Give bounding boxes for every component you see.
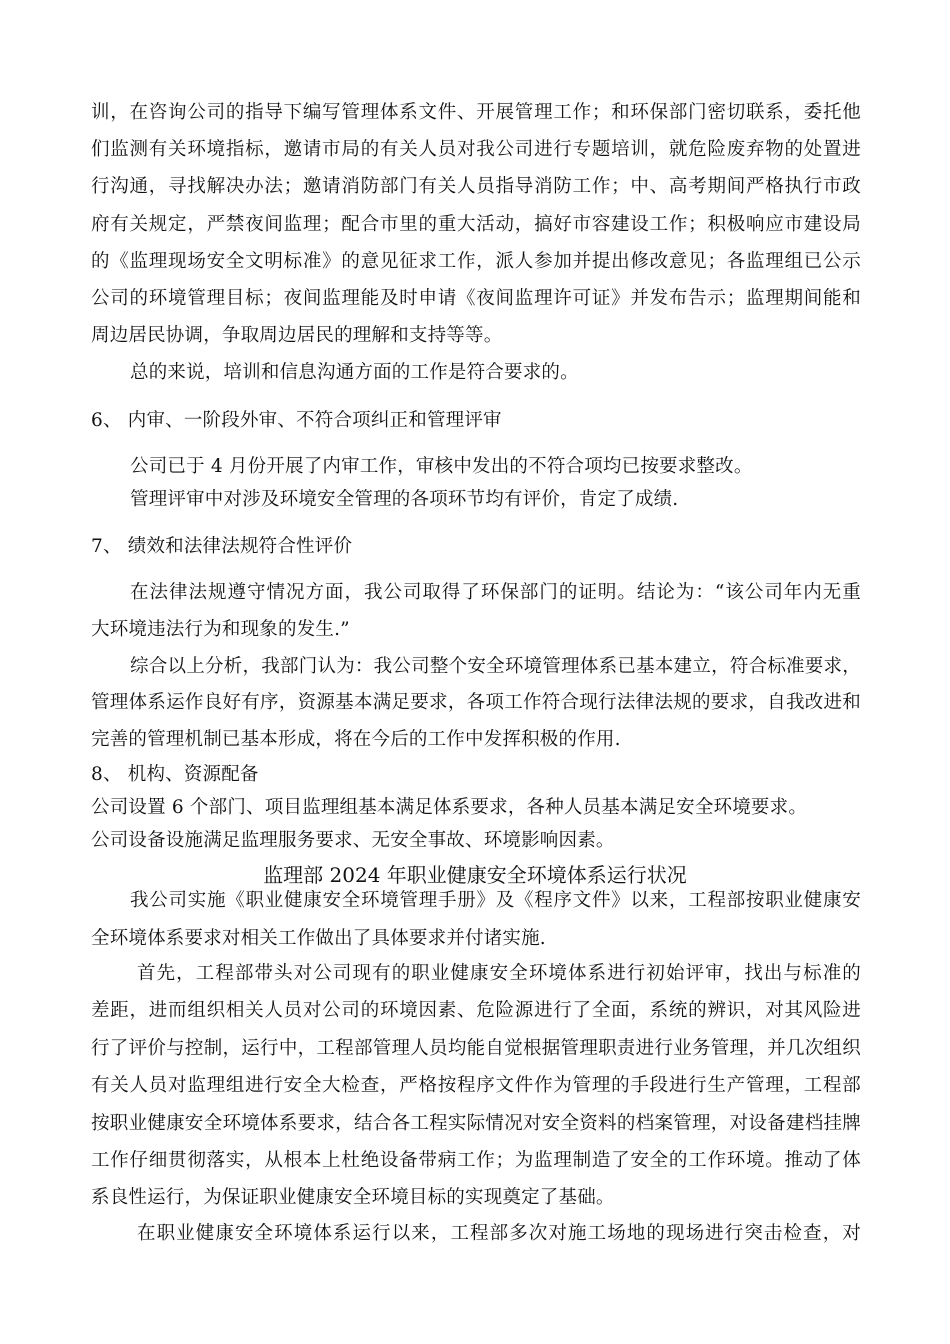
paragraph-line: 总的来说，培训和信息沟通方面的工作是符合要求的。 [130,362,579,383]
paragraph-line: 在法律法规遵守情况方面，我公司取得了环保部门的证明。结论为：“该公司年内无重 [130,582,861,603]
paragraph-line: 管理体系运作良好有序，资源基本满足要求，各项工作符合现行法律法规的要求，自我改进和 [91,692,861,713]
paragraph-line: 工作仔细贯彻落实，从根本上杜绝设备带病工作；为监理制造了安全的工作环境。推动了体 [91,1150,861,1171]
paragraph-line: 公司的环境管理目标；夜间监理能及时申请《夜间监理许可证》并发布告示；监理期间能和 [91,288,861,309]
paragraph-line: 全环境体系要求对相关工作做出了具体要求并付诸实施. [91,928,546,949]
paragraph-line: 差距，进而组织相关人员对公司的环境因素、危险源进行了全面，系统的辨识，对其风险进 [91,1000,861,1021]
paragraph-line: 府有关规定，严禁夜间监理；配合市里的重大活动，搞好市容建设工作；积极响应市建设局 [91,214,861,235]
paragraph-line: 首先，工程部带头对公司现有的职业健康安全环境体系进行初始评审，找出与标准的 [137,963,861,984]
paragraph-line: 管理评审中对涉及环境安全管理的各项环节均有评价，肯定了成绩. [130,489,679,510]
paragraph-line: 我公司实施《职业健康安全环境管理手册》及《程序文件》以来，工程部按职业健康安 [130,890,861,911]
report-title: 监理部 2024 年职业健康安全环境体系运行状况 [263,863,687,887]
section-heading-8: 8、 机构、资源配备 [91,764,259,785]
paragraph-line: 训，在咨询公司的指导下编写管理体系文件、开展管理工作；和环保部门密切联系，委托他 [91,102,861,123]
paragraph-line: 按职业健康安全环境体系要求，结合各工程实际情况对安全资料的档案管理，对设备建档挂牌 [91,1113,861,1134]
paragraph-line: 公司设备设施满足监理服务要求、无安全事故、环境影响因素。 [91,830,615,851]
section-heading-7: 7、 绩效和法律法规符合性评价 [91,536,353,557]
paragraph-line: 大环境违法行为和现象的发生.” [91,619,350,640]
paragraph-line: 周边居民协调，争取周边居民的理解和支持等等。 [91,325,503,346]
paragraph-line: 公司设置 6 个部门、项目监理组基本满足体系要求，各种人员基本满足安全环境要求。 [91,797,808,818]
paragraph-line: 行沟通，寻找解决办法；邀请消防部门有关人员指导消防工作；中、高考期间严格执行市政 [91,176,861,197]
section-heading-6: 6、 内审、一阶段外审、不符合项纠正和管理评审 [91,410,502,431]
paragraph-line: 完善的管理机制已基本形成，将在今后的工作中发挥积极的作用. [91,729,621,750]
paragraph-line: 行了评价与控制，运行中，工程部管理人员均能自觉根据管理职责进行业务管理，并几次组织 [91,1038,861,1059]
paragraph-line: 的《监理现场安全文明标准》的意见征求工作，派人参加并提出修改意见；各监理组已公示 [91,251,861,272]
paragraph-line: 公司已于 4 月份开展了内审工作，审核中发出的不符合项均已按要求整改。 [130,456,753,477]
paragraph-line: 有关人员对监理组进行安全大检查，严格按程序文件作为管理的手段进行生产管理，工程部 [91,1075,861,1096]
paragraph-line: 系良性运行，为保证职业健康安全环境目标的实现奠定了基础。 [91,1187,615,1208]
paragraph-line: 在职业健康安全环境体系运行以来，工程部多次对施工场地的现场进行突击检查，对 [137,1223,861,1244]
paragraph-line: 综合以上分析，我部门认为：我公司整个安全环境管理体系已基本建立，符合标准要求， [130,656,861,677]
paragraph-line: 们监测有关环境指标，邀请市局的有关人员对我公司进行专题培训，就危险废弃物的处置进 [91,139,861,160]
